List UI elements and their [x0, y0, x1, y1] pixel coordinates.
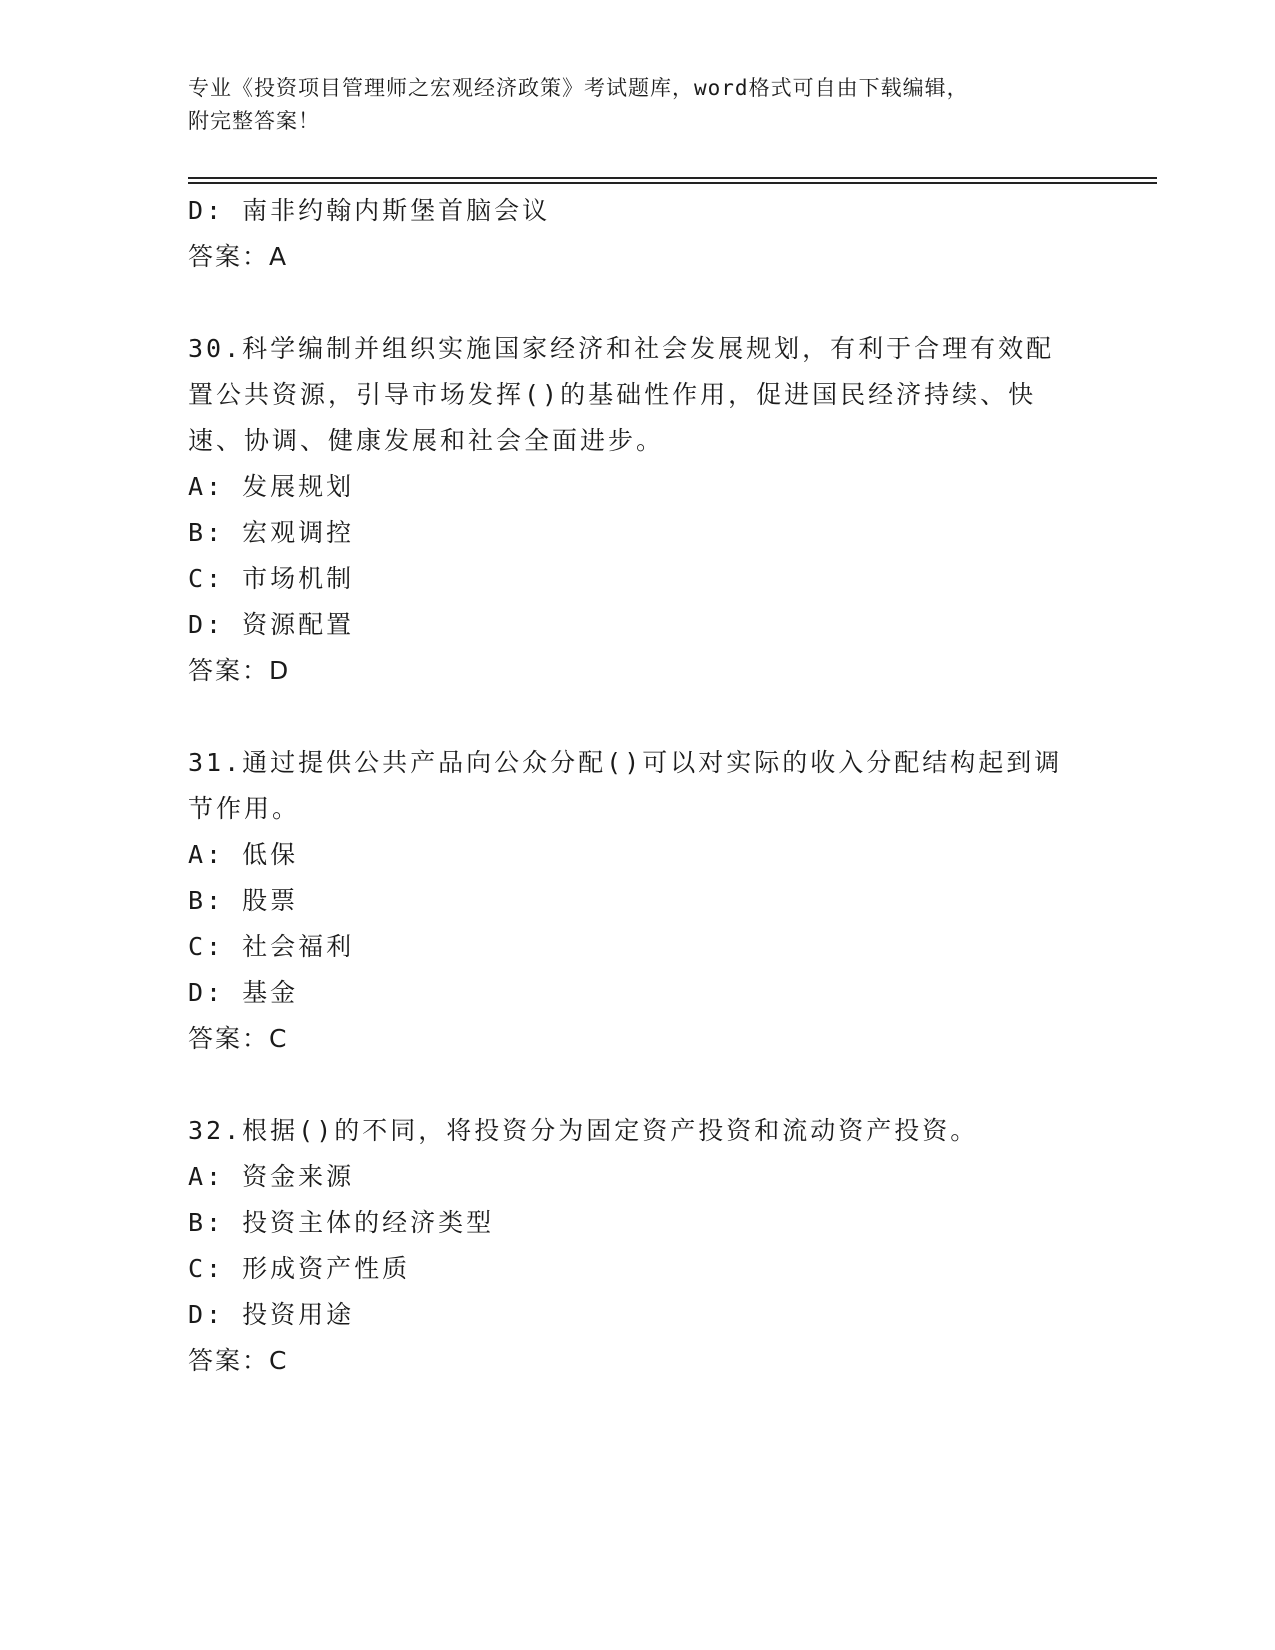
option-c: C: 市场机制 — [188, 564, 355, 593]
question-stem — [188, 326, 1088, 464]
document-header — [188, 72, 1108, 138]
stem-line: 30.科学编制并组织实施国家经济和社会发展规划，有利于合理有效配 — [188, 334, 1055, 363]
stem-line: 31.通过提供公共产品向公众分配()可以对实际的收入分配结构起到调 — [188, 748, 1063, 777]
option-a: A: 低保 — [188, 840, 299, 869]
spacer — [188, 694, 1088, 740]
answer-line: 答案：C — [188, 1346, 289, 1375]
header-line-2: 附完整答案！ — [188, 109, 320, 133]
option-b: B: 宏观调控 — [188, 518, 355, 547]
spacer — [188, 280, 1088, 326]
stem-line: 速、协调、健康发展和社会全面进步。 — [188, 426, 665, 455]
option-a: A: 发展规划 — [188, 472, 355, 501]
question-stem — [188, 740, 1088, 832]
option-a: A: 资金来源 — [188, 1162, 355, 1191]
option-c: C: 形成资产性质 — [188, 1254, 411, 1283]
option-d: D: 资源配置 — [188, 610, 355, 639]
question-32 — [188, 1108, 1088, 1384]
prev-answer: 答案：A — [188, 242, 289, 271]
option-d: D: 投资用途 — [188, 1300, 355, 1329]
option-b: B: 股票 — [188, 886, 299, 915]
answer-line: 答案：C — [188, 1024, 289, 1053]
question-31 — [188, 740, 1088, 1062]
stem-line: 32.根据()的不同，将投资分为固定资产投资和流动资产投资。 — [188, 1116, 979, 1145]
prev-option-d: D: 南非约翰内斯堡首脑会议 — [188, 196, 551, 225]
spacer — [188, 1062, 1088, 1108]
question-stem — [188, 1108, 1088, 1154]
question-list — [188, 188, 1088, 1384]
question-30 — [188, 326, 1088, 694]
header-divider-top — [188, 177, 1157, 179]
stem-line: 节作用。 — [188, 794, 301, 823]
stem-line: 置公共资源，引导市场发挥()的基础性作用，促进国民经济持续、快 — [188, 380, 1037, 409]
option-b: B: 投资主体的经济类型 — [188, 1208, 495, 1237]
header-line-1: 专业《投资项目管理师之宏观经济政策》考试题库，word格式可自由下载编辑， — [188, 76, 969, 100]
answer-line: 答案：D — [188, 656, 291, 685]
option-c: C: 社会福利 — [188, 932, 355, 961]
header-divider-bottom — [188, 182, 1157, 184]
option-d: D: 基金 — [188, 978, 299, 1007]
